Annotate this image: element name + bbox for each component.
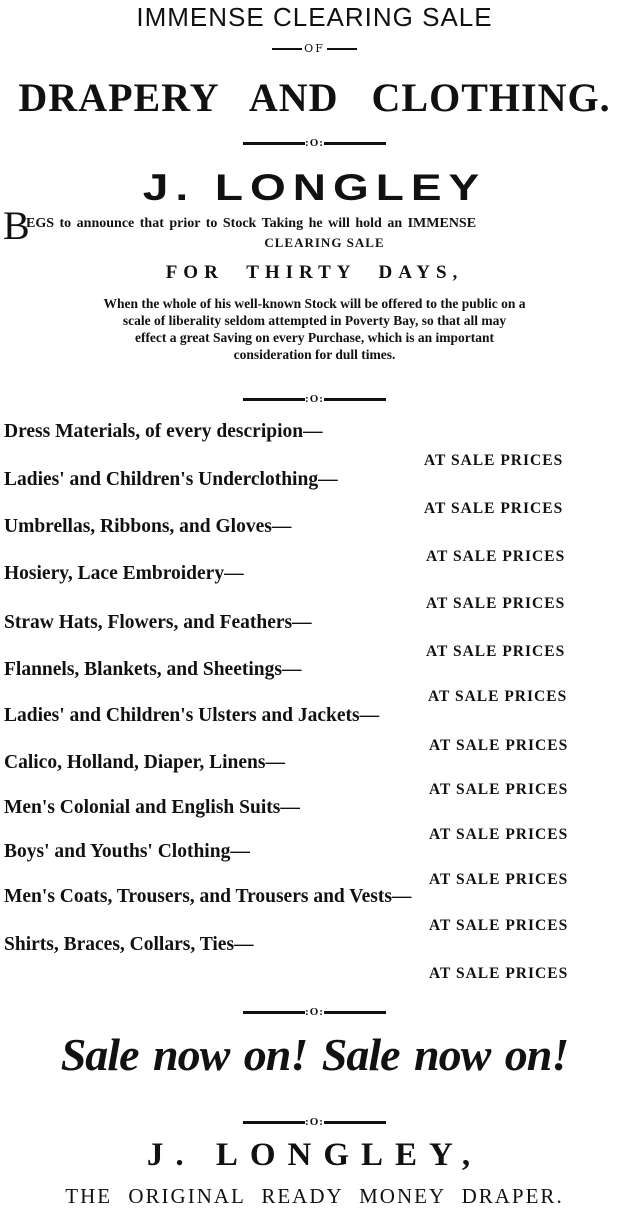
sale-price-label: AT SALE PRICES	[426, 548, 566, 565]
headline-drapery-clothing: DRAPERY AND CLOTHING.	[18, 75, 611, 120]
sale-item: Calico, Holland, Diaper, Linens—	[4, 752, 285, 773]
sale-price-label: AT SALE PRICES	[426, 595, 566, 612]
footer-merchant-name: J. LONGLEY,	[146, 1137, 483, 1173]
sale-item: Dress Materials, of every descripion—	[4, 421, 323, 442]
sale-price-label: AT SALE PRICES	[429, 965, 569, 982]
divider-rule	[324, 1011, 386, 1014]
divider-rule	[243, 1121, 305, 1124]
sale-price-label: AT SALE PRICES	[429, 917, 569, 934]
intro-line-2: CLEARING SALE	[264, 235, 385, 250]
divider-rule	[324, 398, 386, 401]
sale-price-label: AT SALE PRICES	[429, 781, 569, 798]
divider-text: :O:	[305, 137, 324, 149]
sale-price-label: AT SALE PRICES	[429, 871, 569, 888]
sale-price-label: AT SALE PRICES	[429, 826, 569, 843]
sale-item: Boys' and Youths' Clothing—	[4, 841, 250, 862]
sale-item: Men's Coats, Trousers, and Trousers and Vests—	[4, 886, 412, 907]
sale-item: Hosiery, Lace Embroidery—	[4, 563, 244, 584]
divider-text: :O:	[305, 1116, 324, 1128]
description-paragraph	[0, 295, 629, 363]
sale-item: Men's Colonial and English Suits—	[4, 797, 300, 818]
sale-item: Ladies' and Children's Underclothing—	[4, 469, 338, 490]
paragraph-line: scale of liberality seldom attempted in Poverty Bay, so that all may	[122, 313, 507, 328]
sale-price-label: AT SALE PRICES	[424, 500, 564, 517]
sale-now-on-banner: Sale now on! Sale now on!	[60, 1029, 569, 1080]
footer-tagline: THE ORIGINAL READY MONEY DRAPER.	[65, 1184, 564, 1208]
sale-price-label: AT SALE PRICES	[429, 737, 569, 754]
sale-price-label: AT SALE PRICES	[428, 688, 568, 705]
merchant-name: J. LONGLEY	[142, 166, 487, 208]
rule-left	[272, 48, 302, 50]
divider-1	[0, 137, 629, 149]
divider-text: :O:	[305, 1006, 324, 1018]
sale-item: Straw Hats, Flowers, and Feathers—	[4, 612, 312, 633]
intro-line-1: EGS to announce that prior to Stock Taking he will hold an IMMENSE	[26, 216, 477, 231]
sale-price-label: AT SALE PRICES	[424, 452, 564, 469]
divider-rule	[324, 1121, 386, 1124]
divider-rule	[324, 142, 386, 145]
drop-cap: B	[3, 203, 30, 248]
of-connector	[0, 42, 629, 55]
divider-rule	[243, 1011, 305, 1014]
sale-item: Flannels, Blankets, and Sheetings—	[4, 659, 302, 680]
of-text: OF	[304, 42, 325, 55]
duration-heading: FOR THIRTY DAYS,	[165, 262, 464, 283]
sale-price-label: AT SALE PRICES	[426, 643, 566, 660]
divider-text: :O:	[305, 393, 324, 405]
divider-2	[0, 393, 629, 405]
divider-rule	[243, 142, 305, 145]
paragraph-line: When the whole of his well-known Stock will be offered to the public on a	[103, 296, 526, 311]
divider-4	[0, 1116, 629, 1128]
paragraph-line: consideration for dull times.	[233, 347, 396, 362]
headline-clearing-sale: IMMENSE CLEARING SALE	[136, 2, 493, 32]
sale-item: Shirts, Braces, Collars, Ties—	[4, 934, 254, 955]
sale-item: Umbrellas, Ribbons, and Gloves—	[4, 516, 292, 537]
rule-right	[327, 48, 357, 50]
divider-rule	[243, 398, 305, 401]
sale-item: Ladies' and Children's Ulsters and Jackets—	[4, 705, 380, 726]
paragraph-line: effect a great Saving on every Purchase, which is an important	[134, 330, 495, 345]
divider-3	[0, 1006, 629, 1018]
